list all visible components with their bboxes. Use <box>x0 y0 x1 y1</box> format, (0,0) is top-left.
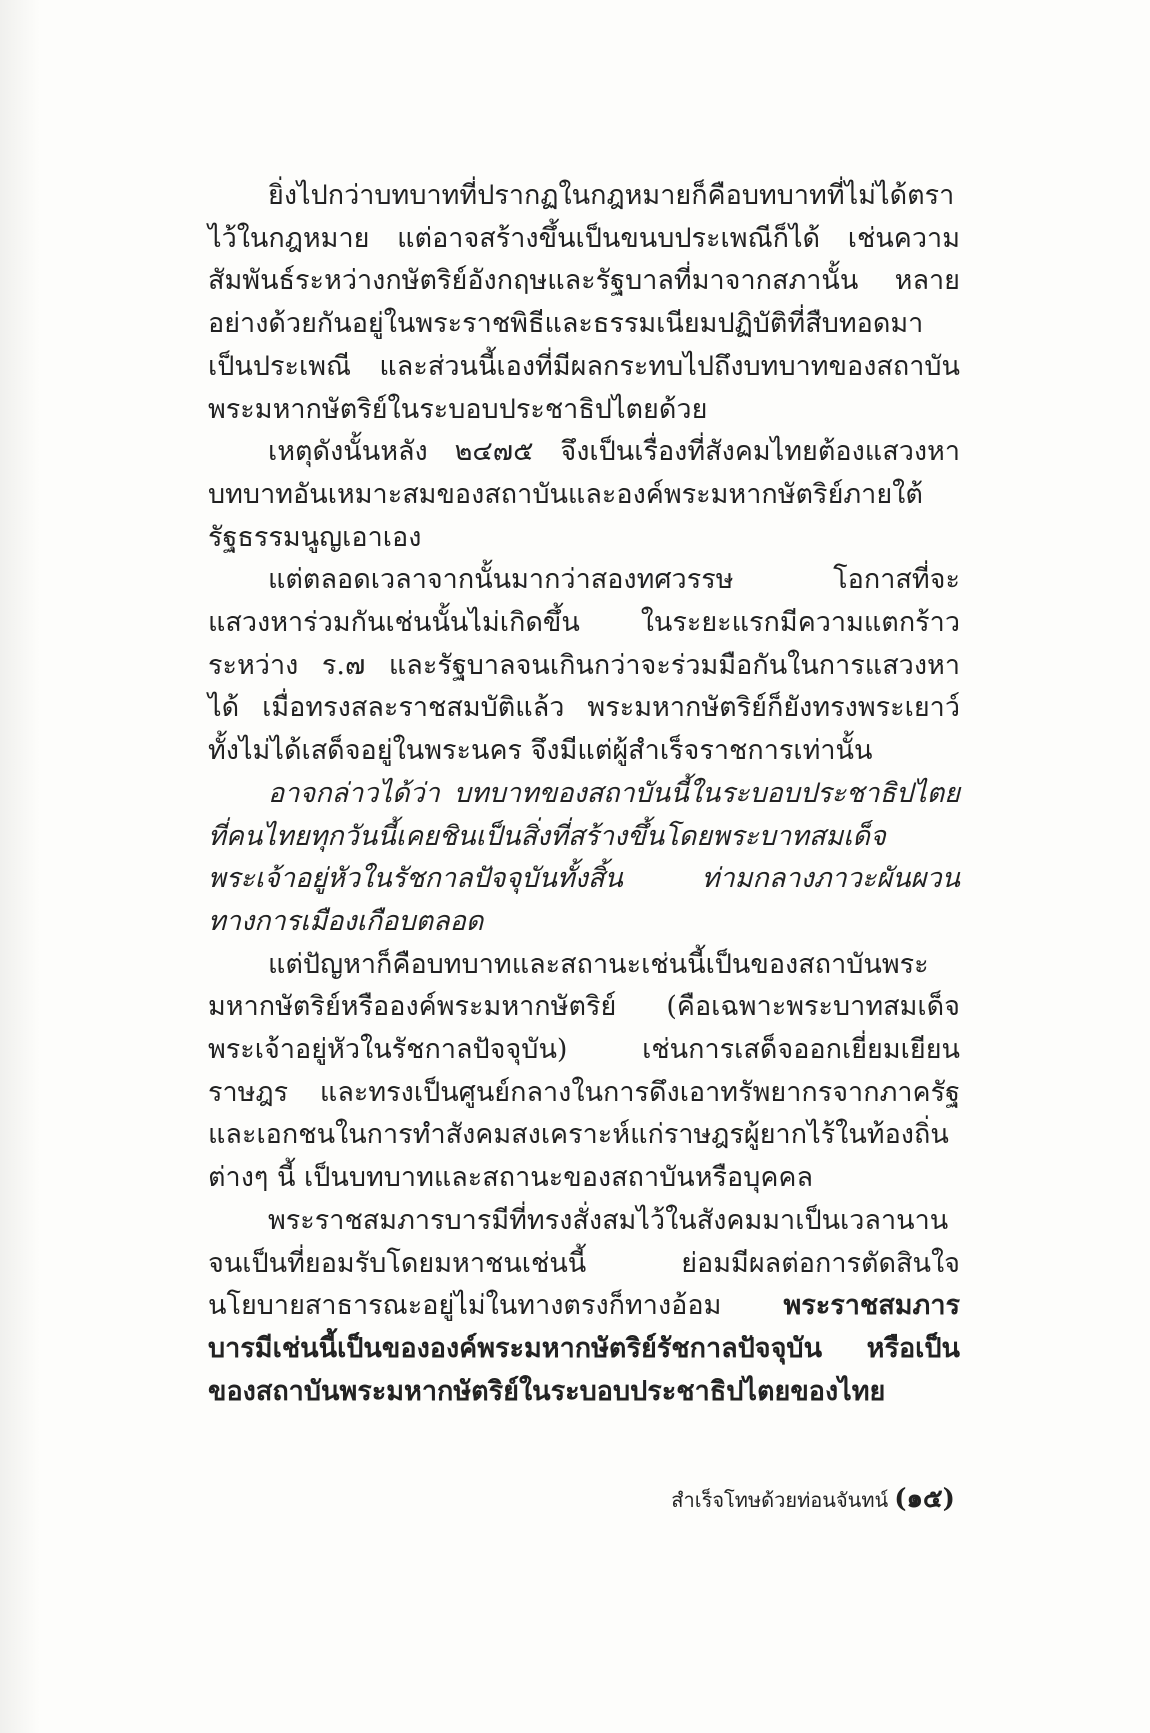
scan-edge-shadow <box>0 0 40 1733</box>
body-text <box>208 175 960 1413</box>
paragraph-5: แต่ปัญหาก็คือบทบาทและสถานะเช่นนี้เป็นของสถาบันพระมหากษัตริย์หรือองค์พระมหากษัตริย์ (คือเฉพาะพระบาทสมเด็จพระเจ้าอยู่หัวในรัชกาลปัจจุบัน) เช่นการเสด็จออกเยี่ยมเยียนราษฎร และทรงเป็นศูนย์กลางในการดึงเอาทรัพยากรจากภาครัฐและเอกชนในการทำสังคมสงเคราะห์แก่ราษฎรผู้ยากไร้ในท้องถิ่นต่างๆ นี้ เป็นบทบาทและสถานะของสถาบันหรือบุคคล <box>208 948 960 1194</box>
paragraph-1: ยิ่งไปกว่าบทบาทที่ปรากฏในกฎหมายก็คือบทบาทที่ไม่ได้ตราไว้ในกฎหมาย แต่อาจสร้างขึ้นเป็นขนบประเพณีก็ได้ เช่นความสัมพันธ์ระหว่างกษัตริย์อังกฤษและรัฐบาลที่มาจากสภานั้น หลายอย่างด้วยกันอยู่ในพระราชพิธีและธรรมเนียมปฏิบัติที่สืบทอดมาเป็นประเพณี และส่วนนี้เองที่มีผลกระทบไปถึงบทบาทของสถาบันพระมหากษัตริย์ในระบอบประชาธิปไตยด้วย <box>208 180 960 425</box>
paragraph-4-italic: อาจกล่าวได้ว่า บทบาทของสถาบันนี้ในระบอบประชาธิปไตยที่คนไทยทุกวันนี้เคยชินเป็นสิ่งที่สร้างขึ้นโดยพระบาทสมเด็จพระเจ้าอยู่หัวในรัชกาลปัจจุบันทั้งสิ้น ท่ามกลางภาวะผันผวนทางการเมืองเกือบตลอด <box>208 777 960 937</box>
paragraph-3: แต่ตลอดเวลาจากนั้นมากว่าสองทศวรรษ โอกาสที่จะแสวงหาร่วมกันเช่นนั้นไม่เกิดขึ้น ในระยะแรกมีความแตกร้าวระหว่าง ร.๗ และรัฐบาลจนเกินกว่าจะร่วมมือกันในการแสวงหาได้ เมื่อทรงสละราชสมบัติแล้ว พระมหากษัตริย์ก็ยังทรงพระเยาว์ ทั้งไม่ได้เสด็จอยู่ในพระนคร จึงมีแต่ผู้สำเร็จราชการเท่านั้น <box>208 564 960 767</box>
page-number: (๑๕) <box>894 1484 955 1514</box>
footer-book-title: สำเร็จโทษด้วยท่อนจันทน์ <box>671 1488 889 1512</box>
paragraph-2: เหตุดังนั้นหลัง ๒๔๗๕ จึงเป็นเรื่องที่สังคมไทยต้องแสวงหาบทบาทอันเหมาะสมของสถาบันและองค์พระมหากษัตริย์ภายใต้รัฐธรรมนูญเอาเอง <box>208 436 960 553</box>
page-footer <box>671 1478 955 1519</box>
paragraph-6-regular: พระราชสมภารบารมีที่ทรงสั่งสมไว้ในสังคมมาเป็นเวลานานจนเป็นที่ยอมรับโดยมหาชนเช่นนี้ ย่อมมีผลต่อการตัดสินใจนโยบายสาธารณะอยู่ไม่ในทางตรงก็ทางอ้อม <box>208 1204 960 1322</box>
paragraph-6 <box>208 1200 960 1414</box>
paragraph-6-bold: พระราชสมภารบารมีเช่นนี้เป็นขององค์พระมหากษัตริย์รัชกาลปัจจุบัน หรือเป็นของสถาบันพระมหากษัตริย์ในระบอบประชาธิปไตยของไทย <box>208 1290 960 1407</box>
